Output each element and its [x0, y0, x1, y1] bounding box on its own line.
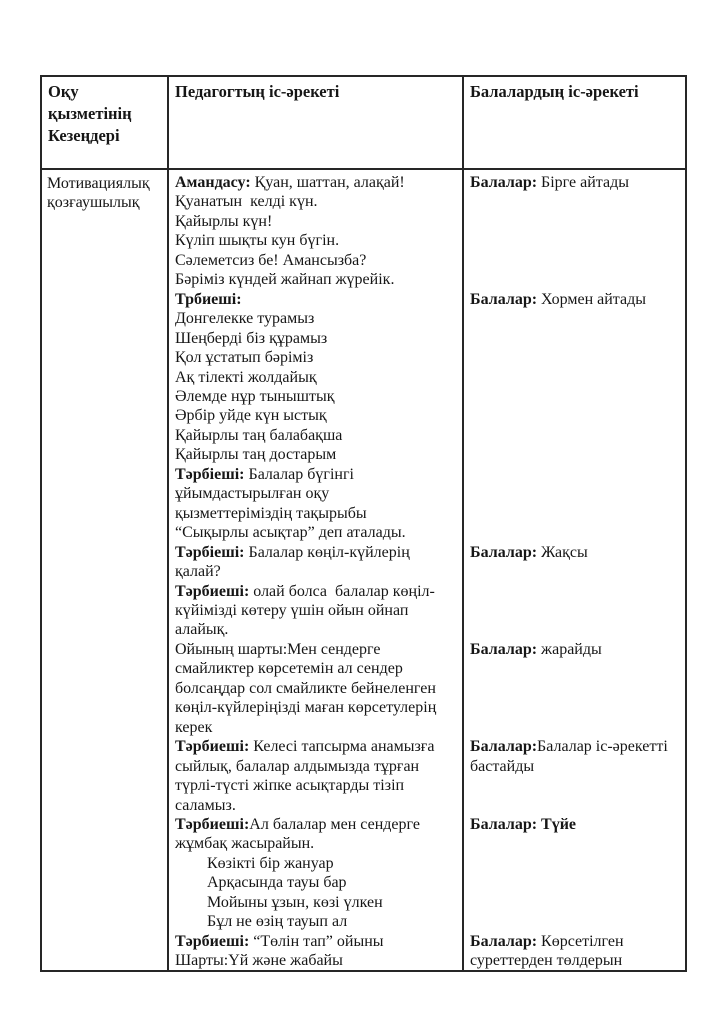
- teacher-line: [175, 192, 462, 211]
- teacher-line: [175, 757, 462, 776]
- teacher-line: [175, 737, 462, 756]
- teacher-line: [175, 932, 462, 951]
- teacher-line-text: қызметтеріміздің тақырыбы: [175, 504, 367, 522]
- teacher-line: [175, 251, 462, 270]
- children-entry-bold: Балалар:: [470, 290, 538, 308]
- teacher-line-text: Балалар бүгінгі: [244, 465, 354, 483]
- header-children-label: Балалардың іс-әрекеті: [470, 82, 639, 101]
- children-entry-text: жарайды: [537, 640, 602, 658]
- teacher-line-text: Балалар көңіл-күйлерің: [244, 543, 410, 561]
- teacher-line: [175, 601, 462, 620]
- teacher-line-text: Ақ тілекті жолдайық: [175, 368, 317, 386]
- teacher-line-text: керек: [175, 718, 213, 736]
- children-entry: [470, 290, 681, 309]
- teacher-line-text: жұмбақ жасырайын.: [175, 835, 315, 853]
- teacher-line-bold: Тәрбиеші:: [175, 582, 250, 600]
- teacher-line: [175, 465, 462, 484]
- teacher-line: [175, 873, 462, 892]
- header-stages-label: Оқу қызметінің Кезеңдері: [48, 82, 132, 145]
- teacher-line-text: Ойының шарты:Мен сендерге: [175, 640, 381, 658]
- teacher-line: [175, 893, 462, 912]
- teacher-line-bold: Тәрбіеші:: [175, 543, 245, 561]
- teacher-line-bold: Тәрбиеші:: [175, 738, 250, 756]
- teacher-line: [175, 173, 462, 192]
- header-cell-teacher: [169, 77, 464, 170]
- teacher-line: [175, 912, 462, 931]
- teacher-line: [175, 854, 462, 873]
- teacher-line-text: смайликтер көрсетемін ал сендер: [175, 660, 403, 678]
- teacher-line-text: “Төлін тап” ойыны: [249, 932, 384, 950]
- teacher-line: [175, 776, 462, 795]
- teacher-line: [175, 543, 462, 562]
- teacher-line-text: Сәлеметсиз бе! Амансызба?: [175, 251, 367, 269]
- children-entry: [470, 640, 681, 659]
- teacher-line-text: Мойыны ұзын, көзі үлкен: [207, 893, 383, 911]
- teacher-line-text: Қайырлы таң балабақша: [175, 426, 343, 444]
- teacher-line: [175, 426, 462, 445]
- teacher-line-text: олай болса балалар көңіл-: [249, 582, 435, 600]
- teacher-line: [175, 270, 462, 289]
- teacher-line: [175, 406, 462, 425]
- children-entry-text: Балалар іс-әрекетті бастайды: [470, 738, 668, 775]
- children-entry-bold: Балалар:: [470, 738, 538, 756]
- teacher-line: [175, 212, 462, 231]
- teacher-line-text: алайық.: [175, 621, 229, 639]
- teacher-line-text: Әрбір уйде күн ыстық: [175, 407, 327, 425]
- teacher-line-text: болсаңдар сол смайликте бейнеленген: [175, 679, 436, 697]
- teacher-line-text: сыйлық, балалар алдымызда тұрған: [175, 757, 420, 775]
- teacher-line: [175, 951, 462, 970]
- children-entry-text: Көрсетілген суреттерден төлдерын: [470, 932, 624, 969]
- teacher-line: [175, 796, 462, 815]
- children-entry-bold: Балалар: Түйе: [470, 815, 577, 833]
- teacher-line-text: күйімізді көтеру үшін ойын ойнап: [175, 601, 409, 619]
- teacher-line: [175, 504, 462, 523]
- teacher-line-bold: Трбиеші:: [175, 290, 242, 308]
- children-actions-cell: [464, 170, 685, 970]
- teacher-line: [175, 348, 462, 367]
- teacher-line-text: түрлі-түсті жіпке асықтарды тізіп: [175, 777, 405, 795]
- teacher-line-text: Әлемде нұр тыныштық: [175, 387, 335, 405]
- teacher-line-bold: Тәрбиеші:: [175, 932, 250, 950]
- teacher-line-bold: Амандасу:: [175, 174, 251, 191]
- teacher-line-text: “Сықырлы асықтар” деп аталады.: [175, 524, 406, 542]
- teacher-line-text: Келесі тапсырма анамызға: [249, 738, 435, 756]
- teacher-line: [175, 698, 462, 717]
- children-entry: [470, 932, 681, 970]
- teacher-line: [175, 231, 462, 250]
- teacher-line-text: көңіл-күйлеріңізді маған көрсетулерің: [175, 699, 437, 717]
- teacher-line: [175, 309, 462, 328]
- teacher-line-bold: Тәрбиеші:: [175, 815, 250, 833]
- teacher-line-text: Донгелекке турамыз: [175, 310, 315, 328]
- teacher-line: [175, 562, 462, 581]
- teacher-line: [175, 387, 462, 406]
- stage-cell: [42, 170, 169, 970]
- children-entry-text: Хормен айтады: [537, 290, 646, 308]
- children-entry-text: Жақсы: [537, 543, 588, 561]
- teacher-line: [175, 523, 462, 542]
- children-entry: [470, 173, 681, 192]
- children-entry-bold: Балалар:: [470, 640, 538, 658]
- teacher-line: [175, 290, 462, 309]
- teacher-line-text: ұйымдастырылған оқу: [175, 485, 330, 503]
- teacher-line: [175, 834, 462, 853]
- teacher-line-text: Қуан, шаттан, алақай!: [250, 174, 405, 191]
- teacher-line-text: Шеңберді біз құрамыз: [175, 329, 328, 347]
- teacher-line: [175, 620, 462, 639]
- children-entry: [470, 543, 681, 562]
- children-entry-bold: Балалар:: [470, 932, 538, 950]
- children-entry-text: Бірге айтады: [537, 174, 629, 191]
- teacher-line-text: Арқасында тауы бар: [207, 874, 347, 892]
- teacher-line-text: Көзікті бір жануар: [207, 854, 334, 872]
- children-entry: [470, 737, 681, 776]
- teacher-line: [175, 640, 462, 659]
- teacher-line-text: Қайырлы таң достарым: [175, 446, 337, 464]
- teacher-line: [175, 329, 462, 348]
- teacher-line-text: Бұл не өзің тауып ал: [207, 913, 348, 931]
- children-entry-bold: Балалар:: [470, 174, 538, 191]
- teacher-line: [175, 484, 462, 503]
- stage-label: Мотивациялық қозғаушылық: [47, 175, 150, 212]
- teacher-line: [175, 718, 462, 737]
- teacher-line-text: Ал балалар мен сендерге: [249, 815, 420, 833]
- header-cell-children: [464, 77, 685, 170]
- teacher-line: [175, 679, 462, 698]
- lesson-plan-table: [40, 75, 687, 972]
- teacher-line: [175, 368, 462, 387]
- teacher-line-text: қалай?: [175, 563, 221, 581]
- teacher-line-text: Бәріміз күндей жайнап жүрейік.: [175, 271, 395, 289]
- children-entry-bold: Балалар:: [470, 543, 538, 561]
- teacher-line-text: Қайырлы күн!: [175, 212, 273, 230]
- teacher-line: [175, 445, 462, 464]
- teacher-line-text: саламыз.: [175, 796, 236, 814]
- teacher-line: [175, 815, 462, 834]
- teacher-line-text: Шарты:Үй және жабайы: [175, 952, 343, 970]
- teacher-line-text: Қол ұстатып бәріміз: [175, 349, 314, 367]
- teacher-line: [175, 582, 462, 601]
- teacher-line: [175, 659, 462, 678]
- teacher-actions-cell: [169, 170, 464, 970]
- children-entry: [470, 815, 681, 834]
- header-cell-stages: [42, 77, 169, 170]
- teacher-line-text: Күліп шықты кун бүгін.: [175, 232, 340, 250]
- teacher-line-bold: Тәрбіеші:: [175, 465, 245, 483]
- header-teacher-label: Педагогтың іс-әрекеті: [175, 82, 340, 101]
- teacher-line-text: Қуанатын келді күн.: [175, 193, 318, 211]
